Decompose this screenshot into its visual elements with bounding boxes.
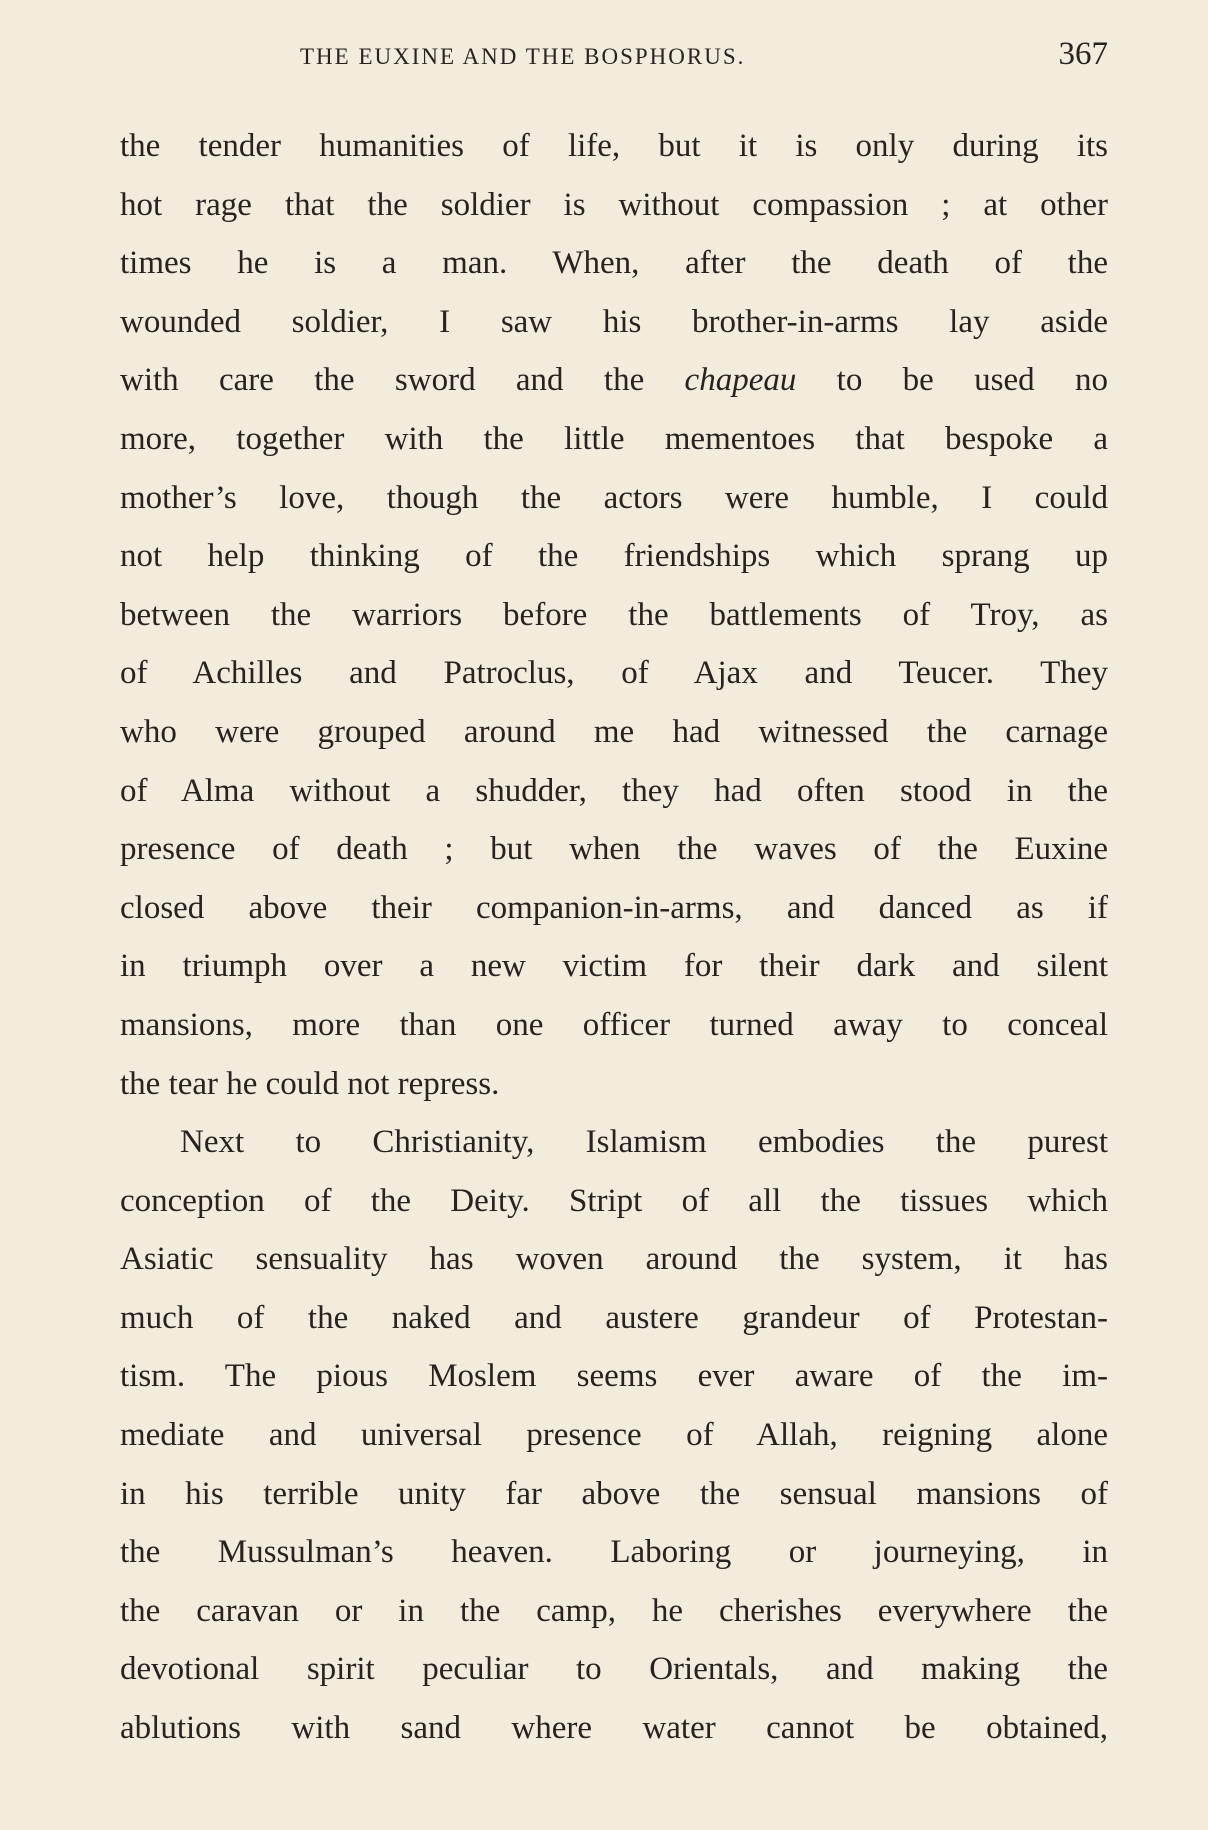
text-line: the Mussulman’s heaven. Laboring or journeying, in — [120, 1534, 1108, 1571]
text-line: devotional spirit peculiar to Orientals, and making the — [120, 1651, 1108, 1688]
line-text: to be used no — [796, 362, 1108, 399]
italic-word: chapeau — [684, 362, 797, 399]
text-line: in triumph over a new victim for their dark and silent — [120, 948, 1108, 985]
text-line — [120, 351, 1108, 410]
text-line: between the warriors before the battlements of Troy, as — [120, 596, 1108, 633]
text-line: in his terrible unity far above the sensual mansions of — [120, 1475, 1108, 1512]
text-line: of Achilles and Patroclus, of Ajax and Teucer. They — [120, 655, 1108, 692]
text-line: Asiatic sensuality has woven around the system, it has — [120, 1241, 1108, 1278]
text-line: who were grouped around me had witnessed the carnage — [120, 713, 1108, 750]
page-number: 367 — [1058, 36, 1108, 72]
text-line: wounded soldier, I saw his brother-in-arms lay aside — [120, 303, 1108, 340]
text-line: of Alma without a shudder, they had often stood in the — [120, 772, 1108, 809]
text-line: much of the naked and austere grandeur of Protestan- — [120, 1299, 1108, 1336]
text-line: tism. The pious Moslem seems ever aware of the im- — [120, 1358, 1108, 1395]
paragraph-start-line: Next to Christianity, Islamism embodies the purest — [180, 1124, 1108, 1161]
text-line: presence of death ; but when the waves of the Euxine — [120, 831, 1108, 868]
text-line: more, together with the little mementoes that bespoke a — [120, 420, 1108, 457]
text-line: ablutions with sand where water cannot be obtained, — [120, 1710, 1108, 1747]
text-line: mother’s love, though the actors were humble, I could — [120, 479, 1108, 516]
text-line: conception of the Deity. Stript of all the tissues which — [120, 1182, 1108, 1219]
running-title: THE EUXINE AND THE BOSPHORUS. — [300, 44, 746, 69]
text-line: mansions, more than one officer turned away to conceal — [120, 1006, 1108, 1043]
text-line: times he is a man. When, after the death of the — [120, 245, 1108, 282]
text-line: closed above their companion-in-arms, and danced as if — [120, 889, 1108, 926]
text-line: not help thinking of the friendships which sprang up — [120, 538, 1108, 575]
text-line: the tear he could not repress. — [120, 1065, 500, 1102]
text-line: mediate and universal presence of Allah, reigning alone — [120, 1417, 1108, 1454]
text-line: hot rage that the soldier is without compassion ; at other — [120, 186, 1108, 223]
text-line: the tender humanities of life, but it is only during its — [120, 128, 1108, 164]
running-head — [120, 34, 1108, 84]
body-text — [120, 117, 1108, 1758]
text-line: the caravan or in the camp, he cherishes everywhere the — [120, 1592, 1108, 1629]
line-text: with care the sword and the — [120, 362, 685, 399]
